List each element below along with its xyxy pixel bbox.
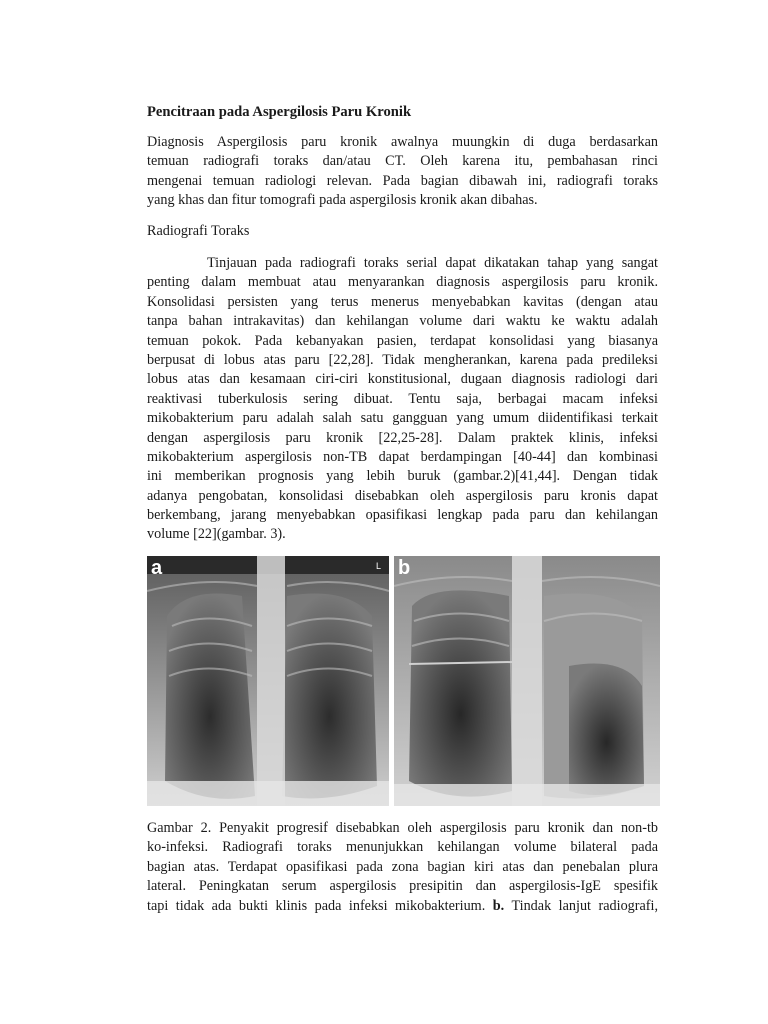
orientation-marker: L xyxy=(375,561,381,571)
text-line: Diagnosis Aspergilosis paru kronik awalnya muungkin di duga berdasarkan xyxy=(147,134,658,150)
caption-line: ko-infeksi. Radiografi toraks menunjukkan kehilangan volume bilateral pada xyxy=(147,839,658,856)
panel-reference-b: b. xyxy=(492,897,505,914)
panel-label-a: a xyxy=(151,557,163,579)
chest-xray-image xyxy=(147,556,389,806)
text-line: adanya pengobatan, konsolidasi disebabkan oleh aspergilosis paru kronis dapat xyxy=(147,487,658,504)
text-line: reaktivasi tuberkulosis sering dibuat. Tentu saja, berbagai macam infeksi xyxy=(147,390,658,407)
figure-2-chest-radiographs xyxy=(147,556,658,806)
text-line: temuan radiografi toraks dan/atau CT. Oleh karena itu, pembahasan rinci xyxy=(147,153,658,170)
panel-label-b: b xyxy=(398,557,411,579)
text-line: berkembang, jarang menyebabkan opasifikasi lengkap pada paru dan kehilangan xyxy=(147,507,658,524)
text-line: dengan aspergilosis paru kronik [22,25-28]. Dalam praktek klinis, infeksi xyxy=(147,429,658,446)
text-line: volume [22](gambar. 3). xyxy=(147,526,286,543)
text-line: mikobakterium paru adalah salah satu gangguan yang umum diidentifikasi terkait xyxy=(147,410,658,427)
text-line: mengenai temuan radiologi relevan. Pada bagian dibawah ini, radiografi toraks xyxy=(147,172,658,189)
subheading: Radiografi Toraks xyxy=(147,223,250,239)
section-title: Pencitraan pada Aspergilosis Paru Kronik xyxy=(147,104,412,120)
text-line: penting dalam membuat atau menyarankan diagnosis aspergilosis paru kronik. xyxy=(147,274,658,291)
text-line: temuan pokok. Pada kebanyakan pasien, terdapat konsolidasi yang biasanya xyxy=(147,332,658,349)
figure-caption xyxy=(147,819,658,916)
text-line: yang khas dan fitur tomografi pada aspergilosis kronik akan dibahas. xyxy=(147,192,538,209)
xray-panel-a xyxy=(147,556,389,806)
intro-paragraph xyxy=(147,133,658,211)
caption-line: lateral. Peningkatan serum aspergilosis presipitin dan aspergilosis-IgE spesifik xyxy=(147,878,658,895)
text-line: Tinjauan pada radiografi toraks serial dapat dikatakan tahap yang sangat xyxy=(207,255,658,271)
chest-xray-image xyxy=(394,556,660,806)
text-line: ini memberikan prognosis yang lebih buruk (gambar.2)[41,44]. Dengan tidak xyxy=(147,468,658,485)
caption-line: bagian atas. Terdapat opasifikasi pada zona bagian kiri atas dan penebalan plura xyxy=(147,858,658,875)
caption-text: Tindak lanjut radiografi, xyxy=(504,897,658,914)
text-line: tanpa bahan intrakavitas) dan kehilangan volume dari waktu ke waktu adalah xyxy=(147,313,658,330)
body-paragraph xyxy=(147,254,658,545)
caption-line xyxy=(147,897,658,916)
caption-line: Gambar 2. Penyakit progresif disebabkan oleh aspergilosis paru kronik dan non-tb xyxy=(147,820,658,836)
xray-panel-b xyxy=(394,556,660,806)
text-line: lobus atas dan kesamaan ciri-ciri konstitusional, dugaan diagnosis radiologi dari xyxy=(147,371,658,388)
text-line: berpusat di lobus atas paru [22,28]. Tidak mengherankan, karena pada predileksi xyxy=(147,351,658,368)
text-line: Konsolidasi persisten yang terus menerus menyebabkan kavitas (dengan atau xyxy=(147,293,658,310)
text-line: mikobakterium aspergilosis non-TB dapat berdampingan [40-44] dan kombinasi xyxy=(147,448,658,465)
caption-text: tapi tidak ada bukti klinis pada infeksi mikobakterium. xyxy=(147,897,493,914)
